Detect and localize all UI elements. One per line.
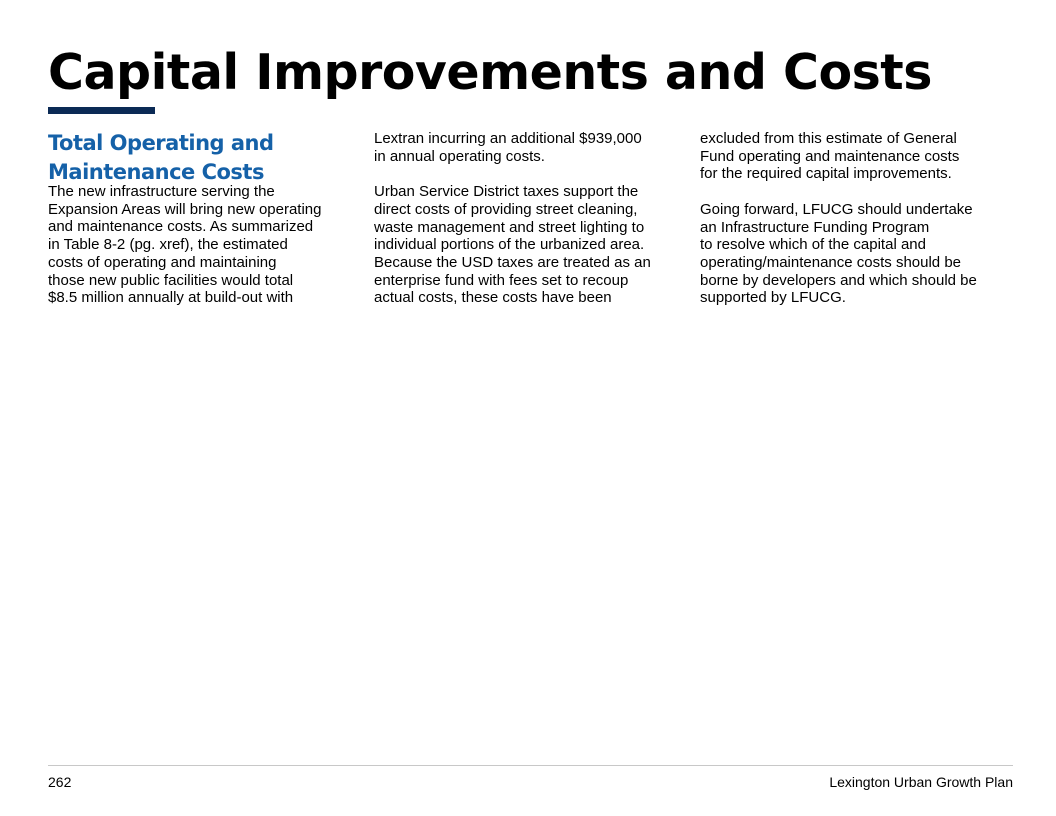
- text-column-1: [48, 129, 360, 307]
- text-column-2: [374, 129, 686, 307]
- body-paragraph: Urban Service District taxes support the direct costs of providing street cleaning, waste management and street lighting to individual portions of the urbanized area. Because the USD taxes are treated as an enterprise fund with fees set to recoup actual costs, these costs have been: [374, 183, 651, 307]
- footer-divider: [48, 765, 1013, 766]
- title-underline: [48, 107, 155, 114]
- body-paragraph: Lextran incurring an additional $939,000 in annual operating costs.: [374, 130, 642, 165]
- body-paragraph: Going forward, LFUCG should undertake an Infrastructure Funding Program to resolve which of the capital and operating/maintenance costs should be borne by developers and which should be supported by LFUCG.: [700, 200, 977, 307]
- body-paragraph: excluded from this estimate of General Fund operating and maintenance costs for the required capital improvements.: [700, 130, 960, 183]
- text-column-3: [700, 129, 1012, 307]
- body-paragraph: The new infrastructure serving the Expansion Areas will bring new operating and maintenance costs. As summarized in Table 8-2 (pg. xref), the estimated costs of operating and maintaining those new public facilities would total $8.5 million annually at build-out with: [48, 183, 322, 307]
- document-name: Lexington Urban Growth Plan: [829, 774, 1013, 790]
- page-title: Capital Improvements and Costs: [48, 44, 932, 101]
- section-heading: Total Operating and Maintenance Costs: [48, 131, 274, 184]
- page-number: 262: [48, 774, 72, 790]
